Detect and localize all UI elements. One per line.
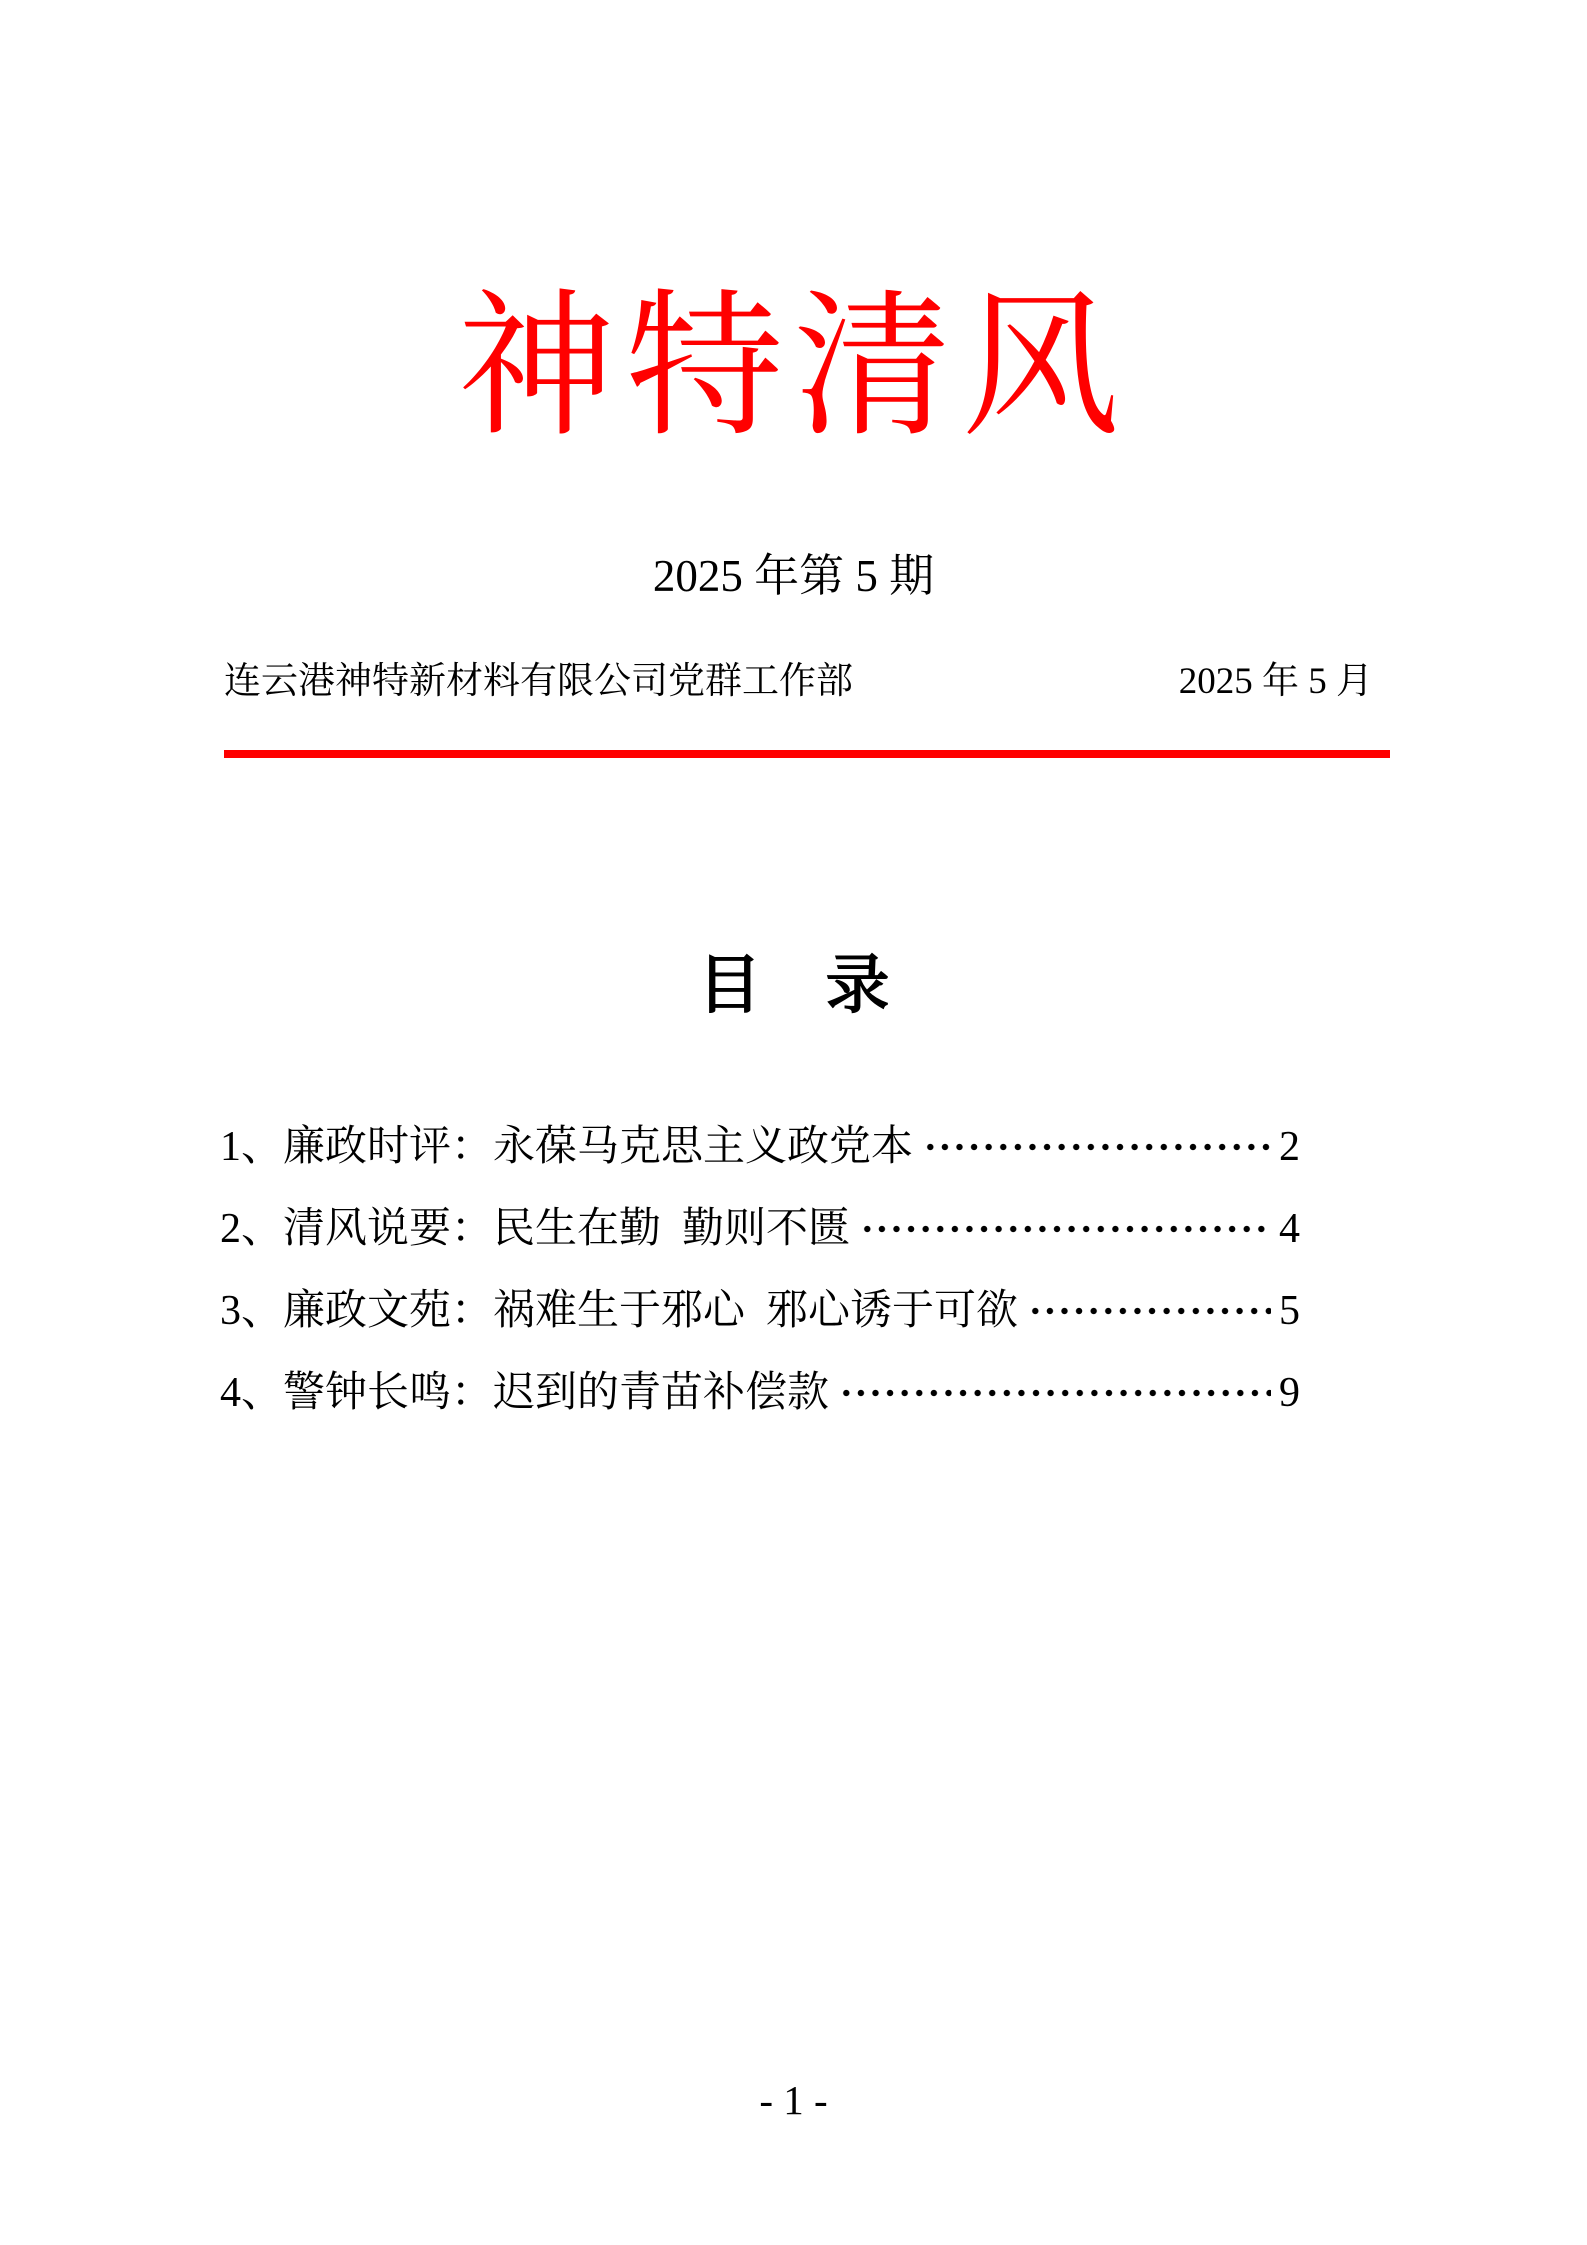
toc-page-number: 5 — [1279, 1288, 1300, 1334]
toc-item-2 — [220, 1188, 1300, 1270]
publish-date-label: 2025 年 5 月 — [1178, 661, 1373, 702]
toc-item-1 — [220, 1106, 1300, 1188]
issue-label: 2025 年第 5 期 — [652, 551, 935, 601]
toc-leader-dots — [923, 1126, 1271, 1168]
toc-item-label: 2、清风说要：民生在勤 勤则不匮 — [220, 1206, 851, 1252]
publisher-label: 连云港神特新材料有限公司党群工作部 — [224, 661, 853, 702]
divider-rule — [224, 750, 1390, 758]
toc-leader-dots — [1028, 1290, 1271, 1332]
page-number: - 1 - — [759, 2077, 828, 2123]
toc-item-3 — [220, 1270, 1300, 1352]
toc-item-label: 4、警钟长鸣：迟到的青苗补偿款 — [220, 1370, 830, 1416]
toc-list — [220, 1106, 1300, 1434]
toc-leader-dots — [860, 1208, 1271, 1250]
toc-item-label: 1、廉政时评：永葆马克思主义政党本 — [220, 1124, 914, 1170]
masthead-title: 神特清风 — [457, 281, 1130, 456]
toc-page-number: 4 — [1279, 1206, 1300, 1252]
toc-item-4 — [220, 1352, 1300, 1434]
toc-page-number: 9 — [1279, 1370, 1300, 1416]
toc-page-number: 2 — [1279, 1124, 1300, 1170]
toc-heading: 目 录 — [697, 950, 890, 1021]
toc-item-label: 3、廉政文苑：祸难生于邪心 邪心诱于可欲 — [220, 1288, 1019, 1334]
publisher-row — [224, 663, 1373, 700]
toc-leader-dots — [839, 1372, 1271, 1414]
